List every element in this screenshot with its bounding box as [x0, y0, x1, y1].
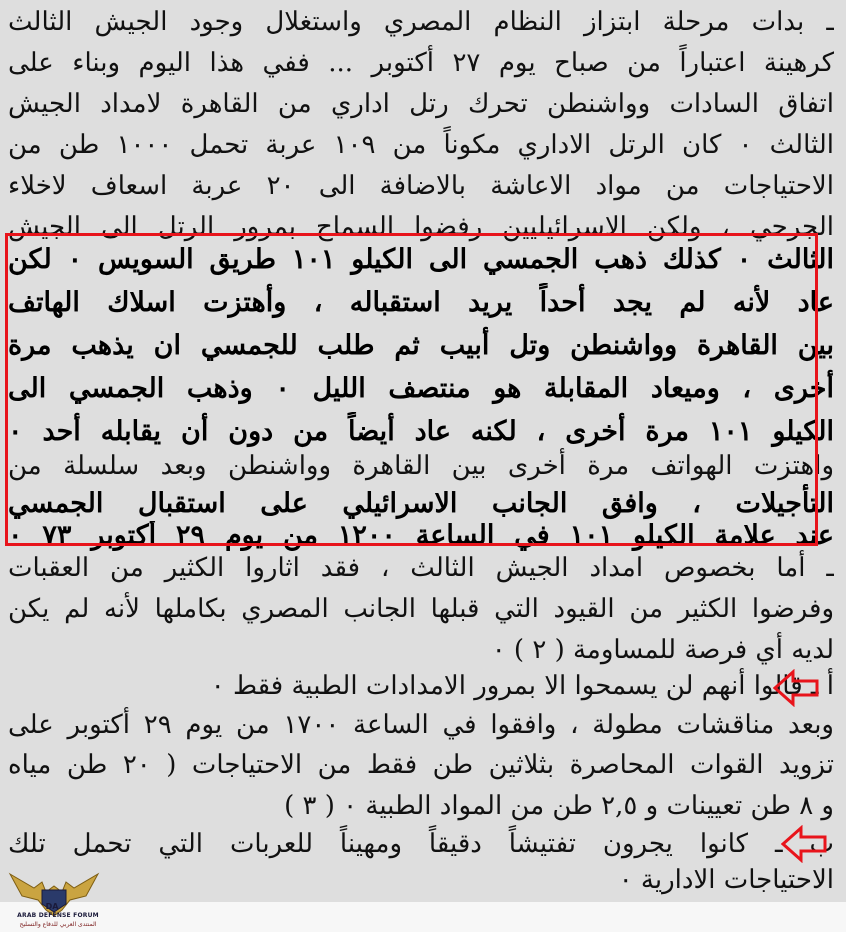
- text-line: و ٨ طن تعيينات و ٢,٥ طن من المواد الطبية ٠ ( ٣ ): [284, 791, 834, 821]
- text-line: الاحتياجات من مواد الاعاشة بالاضافة الى ٢٠ عربة اسعاف لاخلاء: [8, 171, 834, 201]
- list-item-b: ب ـ كانوا يجرون تفتيشاً دقيقاً ومهيناً للعربات التي تحمل تلك: [8, 829, 834, 859]
- arrow-left-icon: [781, 825, 827, 863]
- text-line: اتفاق السادات وواشنطن تحرك رتل اداري من القاهرة لامداد الجيش: [8, 89, 834, 119]
- highlighted-line: بين القاهرة وواشنطن وتل أبيب ثم طلب للجمسي ان يذهب مرة: [8, 330, 834, 361]
- highlighted-line: عند علامة الكيلو ١٠١ في الساعة ١٢٠٠ من يوم ٢٩ أكتوبر ٧٣ ٠: [8, 521, 834, 551]
- highlighted-line: عاد لأنه لم يجد أحداً يريد استقباله ، وأهتزت اسلاك الهاتف: [8, 287, 834, 318]
- highlighted-line: الكيلو ١٠١ مرة أخرى ، لكنه عاد أيضاً من دون أن يقابله أحد ٠: [8, 416, 834, 447]
- text-line: الثالث ٠ كان الرتل الاداري مكوناً من ١٠٩ عربة تحمل ١٠٠٠ طن من: [8, 130, 834, 160]
- highlighted-line: أخرى ، وميعاد المقابلة هو منتصف الليل ٠ وذهب الجمسي الى: [8, 373, 834, 404]
- highlighted-line: واهتزت الهواتف مرة أخرى بين القاهرة وواشنطن وبعد سلسلة من: [8, 451, 834, 481]
- text-line: الجرحي ، ولكن الاسرائيليين رفضوا السماح بمرور الرتل الى الجيش: [8, 212, 834, 242]
- page-margin-strip: [0, 902, 846, 932]
- text-line: ـ بدات مرحلة ابتزاز النظام المصري واستغلال وجود الجيش الثالث: [8, 7, 834, 37]
- highlighted-line: الثالث ٠ كذلك ذهب الجمسي الى الكيلو ١٠١ طريق السويس ٠ لكن: [8, 244, 834, 275]
- text-line: وفرضوا الكثير من القيود التي قبلها الجانب المصري بكاملها لأنه لم يكن: [8, 594, 834, 624]
- text-line: الاحتياجات الادارية ٠: [618, 865, 834, 895]
- text-line: لديه أي فرصة للمساومة ( ٢ ) ٠: [491, 635, 834, 665]
- watermark-name-arabic: المنتدى العربي للدفاع والتسليح: [19, 921, 97, 928]
- text-line: وبعد مناقشات مطولة ، وافقوا في الساعة ١٧٠٠ من يوم ٢٩ أكتوبر على: [8, 710, 834, 740]
- list-item-a: أ ـ قالوا أنهم لن يسمحوا الا بمرور الامدادات الطبية فقط ٠: [210, 671, 834, 701]
- highlighted-line: التأجيلات ، وافق الجانب الاسرائيلي على استقبال الجمسي: [8, 488, 834, 519]
- arrow-left-icon: [773, 669, 819, 707]
- text-line: تزويد القوات المحاصرة بثلاثين طن فقط من الاحتياجات ( ٢٠ طن مياه: [8, 750, 834, 780]
- text-line: كرهينة اعتباراً من صباح يوم ٢٧ أكتوبر ... ففي هذا اليوم وبناء على: [8, 48, 834, 78]
- watermark-name: ARAB DEFENSE FORUM: [17, 912, 99, 919]
- watermark-mark: DA: [45, 902, 59, 911]
- text-line: ـ أما بخصوص امداد الجيش الثالث ، فقد اثاروا الكثير من العقبات: [8, 553, 834, 583]
